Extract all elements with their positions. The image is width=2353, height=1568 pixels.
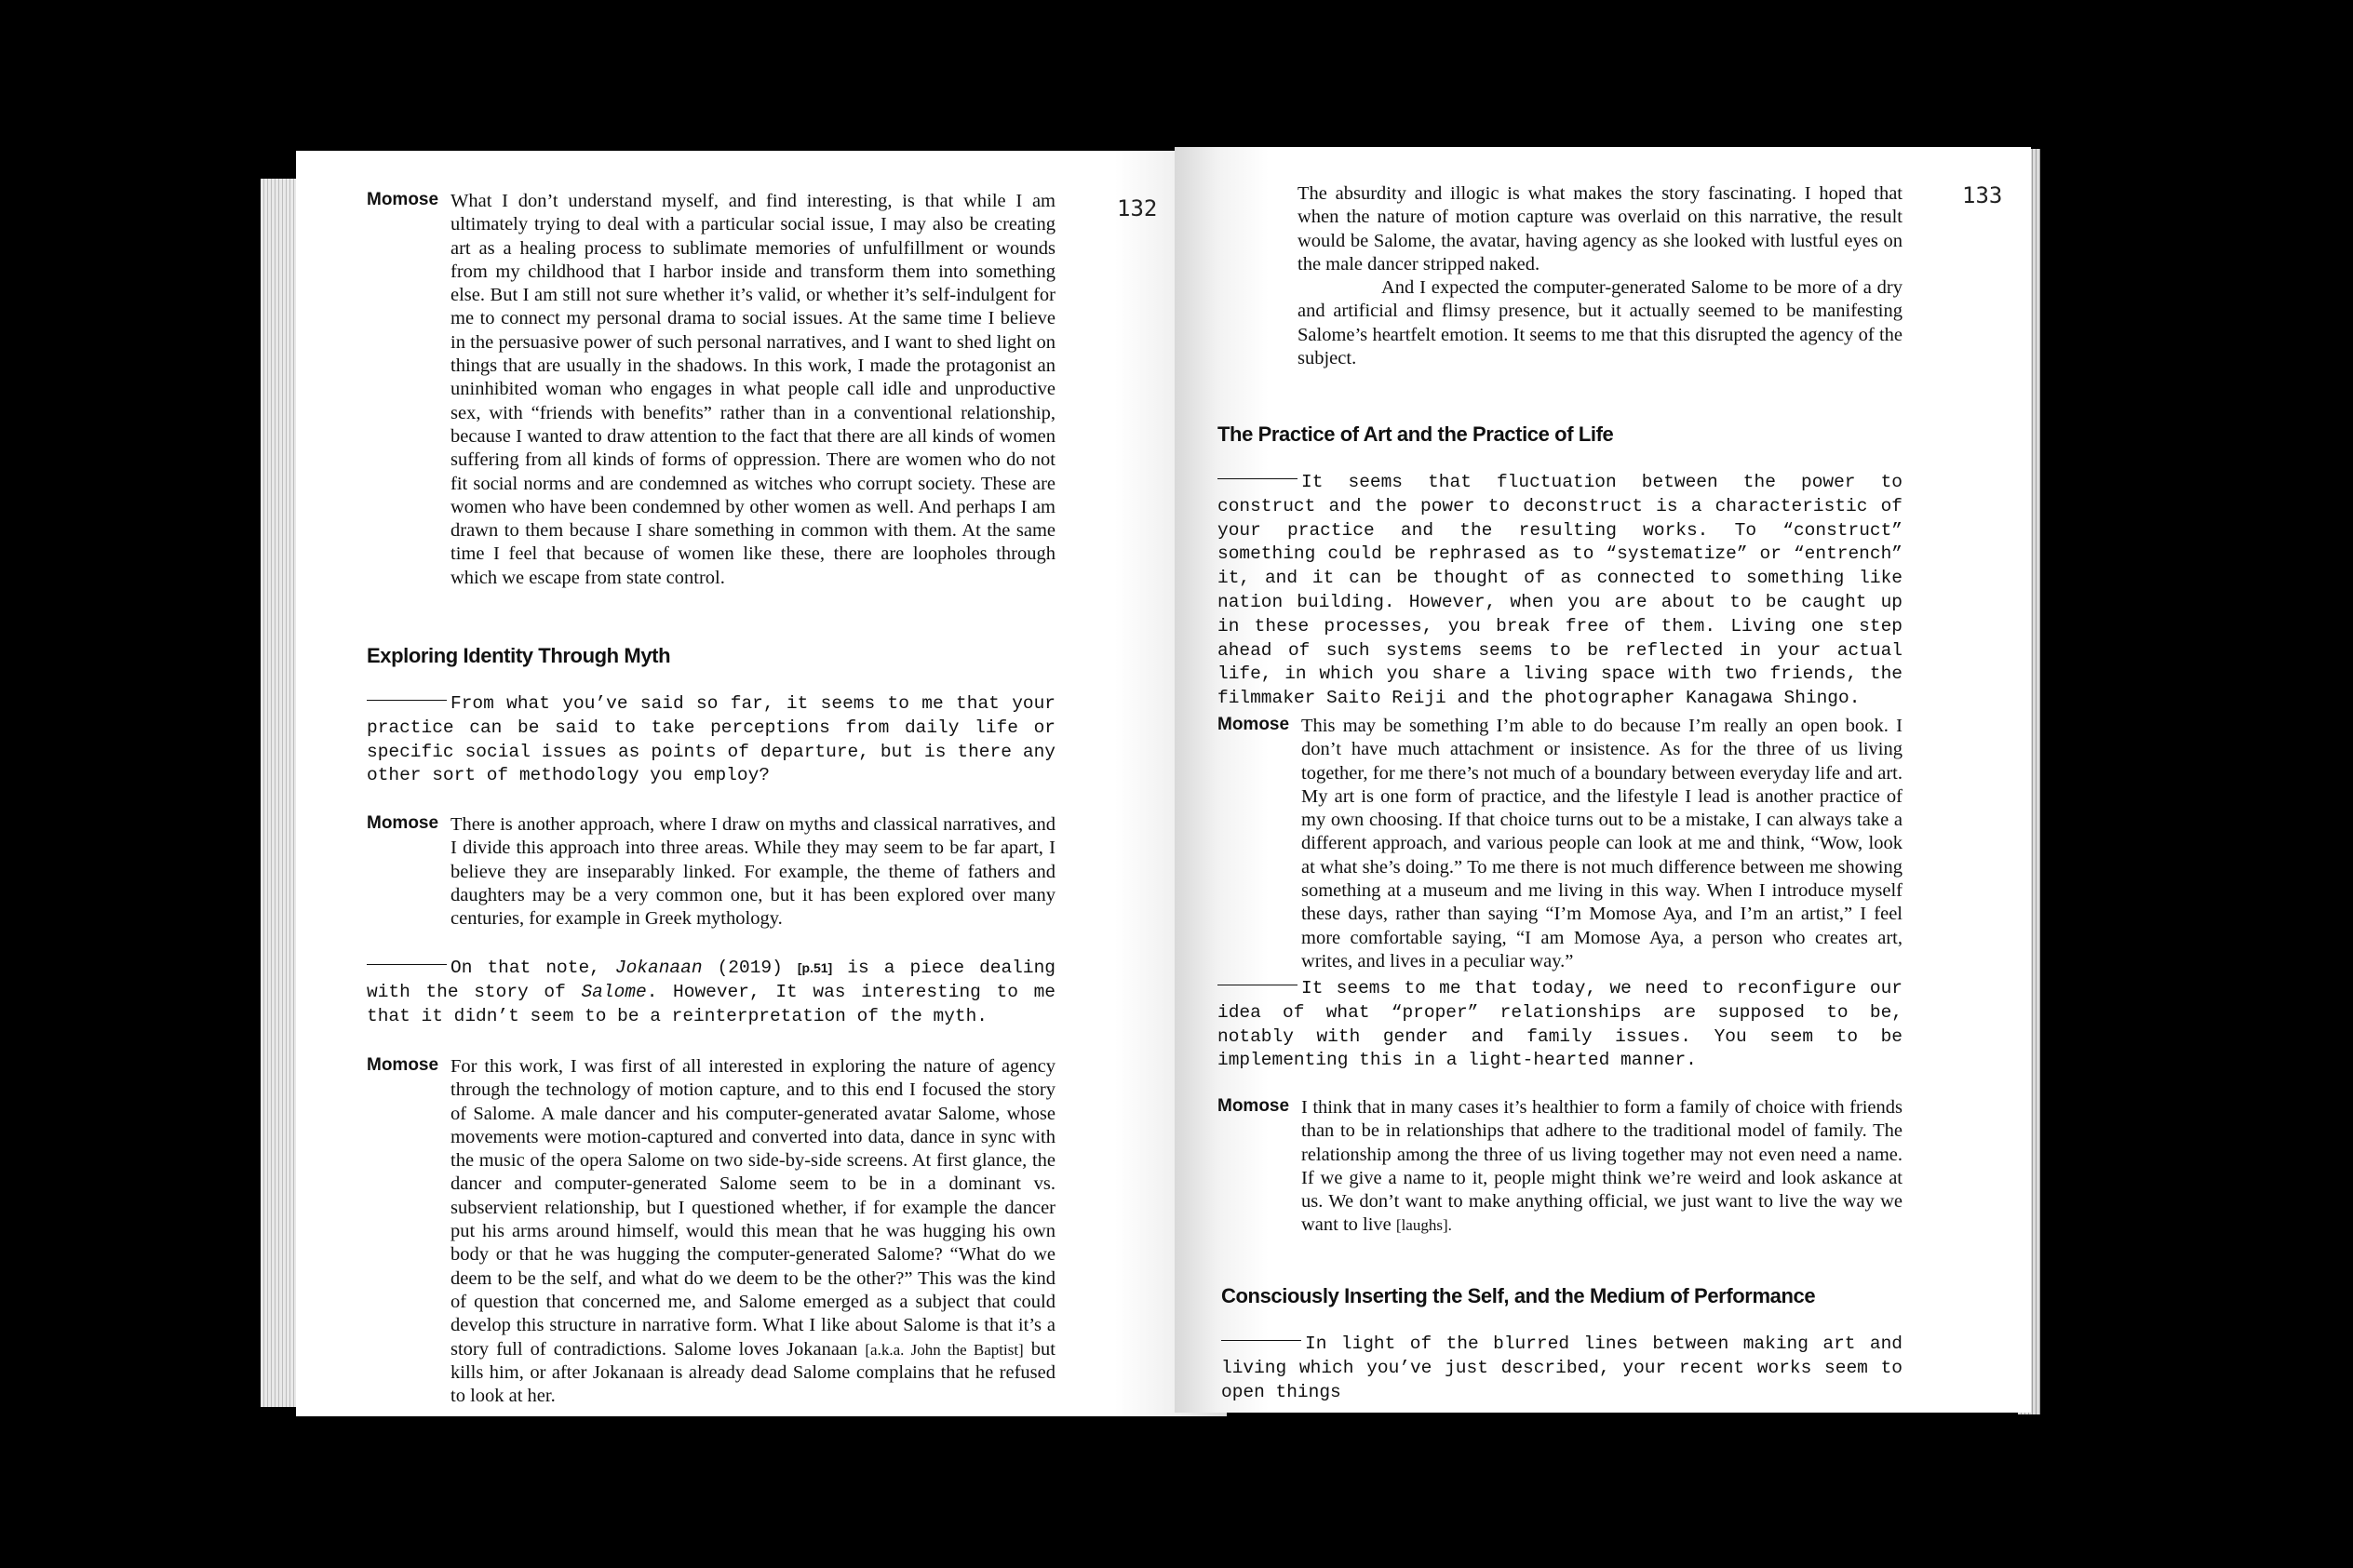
question-text: From what you’ve said so far, it seems to me that your practice can be said to take perceptions from daily life or specific social issues as points of departure, but is there any other sort of methodology you employ? (367, 693, 1055, 786)
section-title: Exploring Identity Through Myth (367, 644, 671, 667)
right-page (1175, 147, 2031, 1413)
interviewer-dash (367, 964, 447, 965)
answer-block (1217, 1096, 1903, 1238)
page-stack-edge-left (261, 179, 298, 1407)
page-number-right: 133 (1962, 182, 2003, 208)
page-reference: [p.51] (797, 960, 833, 975)
speaker-label: Momose (367, 813, 439, 833)
continued-answer (1298, 182, 1903, 370)
speaker-label: Momose (367, 190, 439, 209)
question-block (1217, 471, 1903, 711)
answer-text: For this work, I was first of all interested in exploring the nature of agency through the technology of motion capture, and to this end I focused the story of Salome. A male dancer and his computer-generated avatar Salome, whose movements were motion-captured and converted into data, dance in sync with the music of the opera Salome on two side-by-side screens. At first glance, the dancer and computer-generated Salome seem to be in a dominant vs. subservient relationship, but I questioned whether, if for example the dancer put his arms around himself, would this mean that he was hugging his own body or that he was hugging the computer-generated Salome? “What do we deem to be the self, and what do we deem to be the other?” This was the kind of question that concerned me, and Salome emerged as a subject that could develop this structure in narrative form. What I like about Salome is that it’s a story full of contradictions. Salome loves Jokanaan [a.k.a. John the Baptist] but kills him, or after Jokanaan is already dead Salome complains that he refused to look at her. (450, 1056, 1055, 1407)
question-text: In light of the blurred lines between making art and living which you’ve just described, your recent works seem to open things (1221, 1333, 1903, 1402)
interviewer-dash (1217, 478, 1298, 479)
section-title: Consciously Inserting the Self, and the Medium of Performance (1221, 1284, 1816, 1307)
answer-text: And I expected the computer-generated Salome to be more of a dry and artificial and flimsy presence, but it actually seemed to be manifesting Salome’s heartfelt emotion. It seems to me that this disrupted the agency of the subject. (1298, 277, 1903, 369)
answer-block (367, 813, 1055, 931)
question-block (1217, 977, 1903, 1073)
answer-block (367, 190, 1055, 590)
interviewer-dash (367, 700, 447, 701)
answer-block (367, 1055, 1055, 1408)
answer-text: I think that in many cases it’s healthier to form a family of choice with friends than to be in relationships that adhere to the traditional model of family. The relationship among the three of us living together may not even need a name. If we give a name to it, people might think we’re weird and look askance at us. We don’t want to make anything official, we just want to live the way we want to live [laughs]. (1301, 1097, 1903, 1236)
answer-block (1217, 715, 1903, 973)
question-text: It seems to me that today, we need to reconfigure our idea of what “proper” relationships are supposed to be, notably with gender and family issues. You seem to be implementing this in a light-hearted manner. (1217, 978, 1903, 1071)
question-block (367, 692, 1055, 788)
answer-text: The absurdity and illogic is what makes the story fascinating. I hoped that when the nature of motion capture was overlaid on this narrative, the result would be Salome, the avatar, having agency as she looked with lustful eyes on the male dancer stripped naked. (1298, 183, 1903, 275)
work-title: Jokanaan (614, 958, 703, 978)
page-number-left: 132 (1117, 195, 1158, 221)
answer-text: There is another approach, where I draw on myths and classical narratives, and I divide this approach into three areas. While they may seem to be far apart, I believe they are inseparably linked. For example, the theme of fathers and daughters may be a very common one, but it has been explored over many centuries, for example in Greek mythology. (450, 814, 1055, 930)
question-block (1221, 1333, 1903, 1404)
answer-text: This may be something I’m able to do because I’m really an open book. I don’t have much attachment or insistence. As for the three of us living together, for me there’s not much of a boundary between everyday life and art. My art is one form of practice, and the lifestyle I lead is another practice of my own choosing. If that choice turns out to be a mistake, I can always take a different approach, and various people can look at me and think, “Wow, look at what she’s doing.” To me there is not much difference between me showing something at a museum and me living in this way. When I introduce myself these days, rather than saying “I’m Momose Aya, and I’m an artist,” I feel more comfortable saying, “I am Momose Aya, a person who creates art, writes, and lives in a peculiar way.” (1301, 716, 1903, 972)
question-text: It seems that fluctuation between the power to construct and the power to deconstruct is a characteristic of your practice and the resulting works. To “construct” something could be rephrased as to “systematize” or “entrench” it, and it can be thought of as connected to something like nation building. However, when you are about to be caught up in these processes, you break free of them. Living one step ahead of such systems seems to be reflected in your actual life, in which you share a living space with two friends, the filmmaker Saito Reiji and the photographer Kanagawa Shingo. (1217, 472, 1903, 709)
speaker-label: Momose (1217, 1096, 1290, 1116)
question-block (367, 957, 1055, 1028)
section-title: The Practice of Art and the Practice of Life (1217, 422, 1614, 446)
speaker-label: Momose (367, 1055, 439, 1075)
interviewer-dash (1221, 1340, 1301, 1341)
answer-text: What I don’t understand myself, and find interesting, is that while I am ultimately trying to deal with a particular social issue, I may also be creating art as a healing process to sublimate memories of unfulfillment or wounds from my childhood that I harbor inside and transform them into something else. But I am still not sure whether it’s valid, or whether it’s self-indulgent for me to connect my personal drama to social issues. At the same time I believe in the persuasive power of such personal narratives, and I want to shed light on things that are usually in the shadows. In this work, I made the protagonist an uninhibited woman who engages in what people call idle and unproductive sex, with “friends with benefits” rather than in a conventional relationship, because I wanted to draw attention to the fact that there are all kinds of women suffering from all kinds of forms of oppression. There are women who do not fit social norms and are condemned as witches who corrupt society. These are women who have been condemned by other women as well. And perhaps I am drawn to them because I share something in common with them. At the same time I feel that because of women like these, there are loopholes through which we escape from state control. (450, 191, 1055, 588)
left-page (296, 151, 1227, 1416)
question-text: On that note, Jokanaan (2019) [p.51] is a piece dealing with the story of Salome. However, It was interesting to me that it didn’t seem to be a reinterpretation of the myth. (367, 958, 1055, 1026)
speaker-label: Momose (1217, 715, 1290, 734)
